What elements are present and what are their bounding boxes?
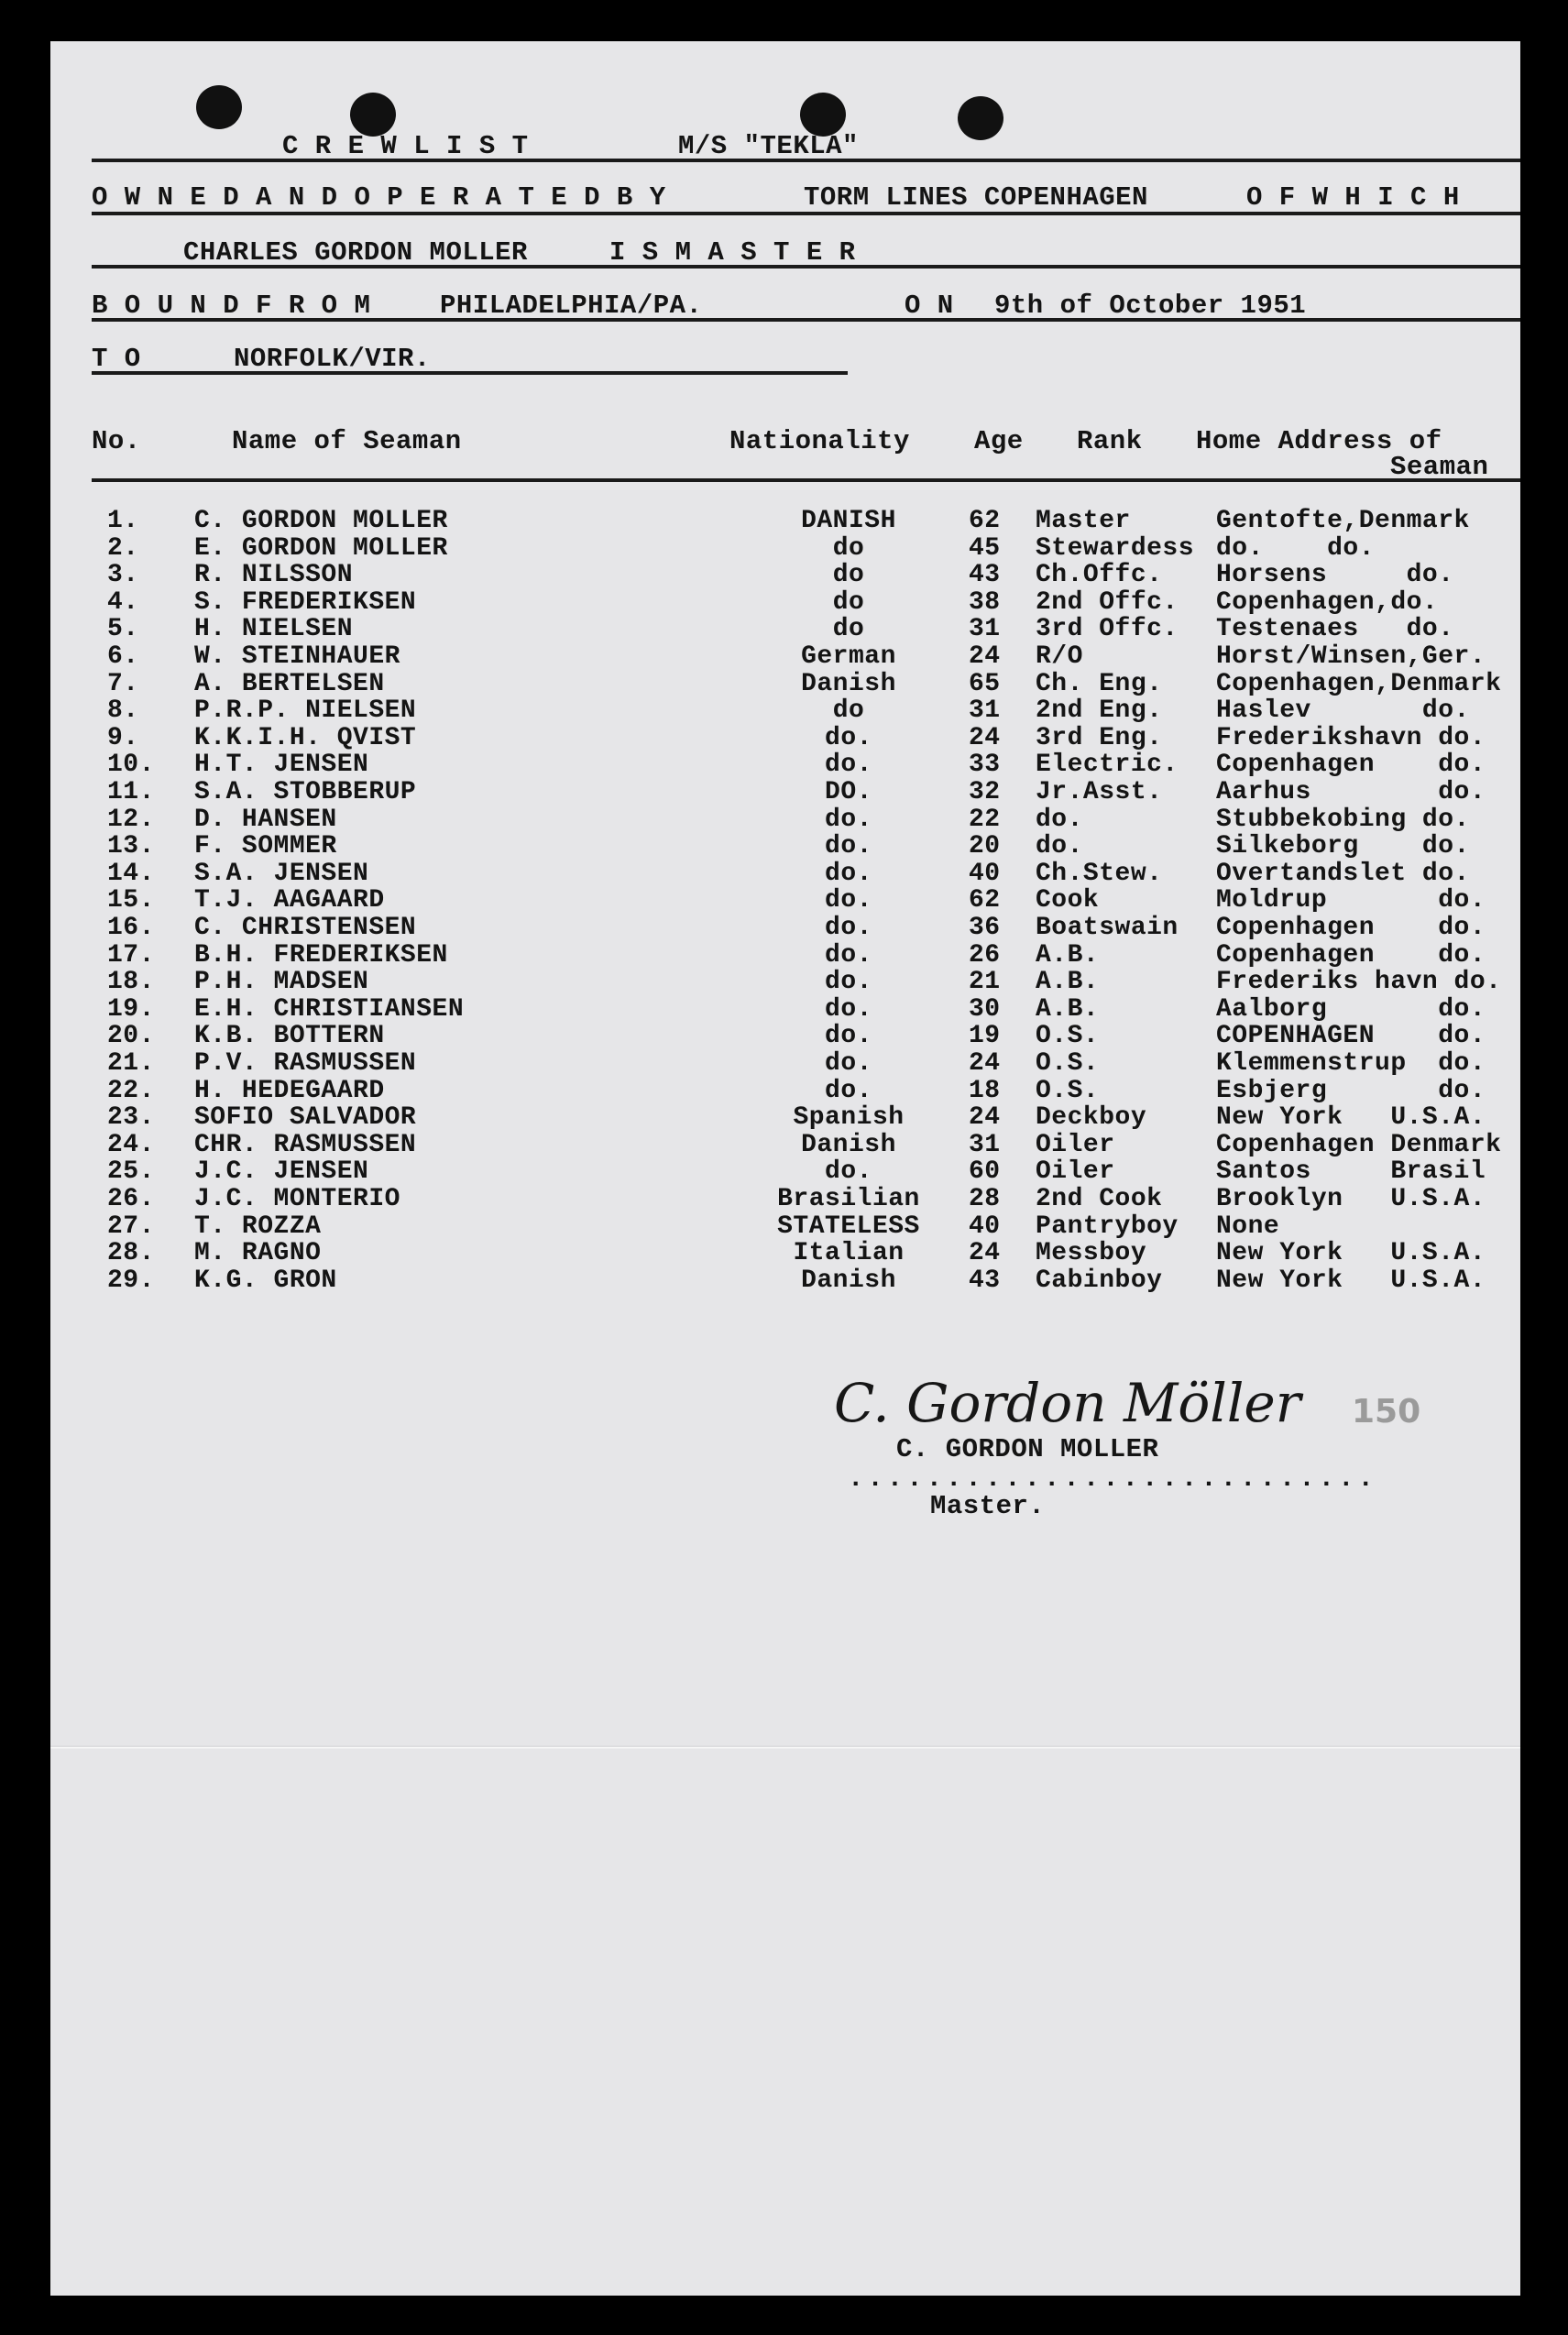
seaman-name: CHR. RASMUSSEN <box>194 1130 417 1159</box>
crew-row <box>50 860 1520 886</box>
row-number: 1. <box>107 507 139 535</box>
nationality: do. <box>825 859 872 888</box>
age: 40 <box>969 859 1001 888</box>
row-number: 9. <box>107 723 139 752</box>
home-address: Gentofte,Denmark <box>1216 507 1470 535</box>
rank: 2nd Offc. <box>1036 587 1179 617</box>
home-address: Silkeborg do. <box>1216 832 1470 861</box>
nationality: do <box>832 587 865 617</box>
crew-row <box>50 1077 1520 1103</box>
home-address: Copenhagen do. <box>1216 940 1486 970</box>
rank: Ch.Offc. <box>1036 561 1163 590</box>
row-number: 22. <box>107 1076 155 1105</box>
seaman-name: E.H. CHRISTIANSEN <box>194 994 465 1024</box>
home-address: New York U.S.A. <box>1216 1266 1486 1295</box>
row-number: 13. <box>107 832 155 861</box>
age: 40 <box>969 1211 1001 1241</box>
age: 30 <box>969 994 1001 1024</box>
crew-list-page <box>50 41 1520 2296</box>
home-address: Copenhagen,do. <box>1216 587 1439 617</box>
col-header-nationality: Nationality <box>729 426 910 456</box>
row-number: 28. <box>107 1239 155 1268</box>
col-header-home-2: Seaman <box>1390 452 1489 482</box>
crew-row <box>50 1049 1520 1076</box>
crew-row <box>50 1157 1520 1187</box>
row-number: 19. <box>107 994 155 1024</box>
seaman-name: A. BERTELSEN <box>194 669 385 698</box>
crew-row <box>50 615 1520 644</box>
col-header-age: Age <box>974 426 1024 456</box>
crew-row <box>50 1266 1520 1293</box>
underline <box>92 318 1520 322</box>
age: 31 <box>969 615 1001 644</box>
home-address: Copenhagen do. <box>1216 751 1486 780</box>
master-title: Master. <box>930 1491 1046 1521</box>
nationality: do. <box>825 886 872 915</box>
row-number: 6. <box>107 642 139 671</box>
crew-row <box>50 778 1520 805</box>
seaman-name: K.G. GRON <box>194 1266 337 1295</box>
age: 32 <box>969 778 1001 806</box>
nationality: Danish <box>801 1130 896 1159</box>
nationality: do. <box>825 1076 872 1105</box>
crew-row <box>50 995 1520 1022</box>
rank: Ch.Stew. <box>1036 859 1163 888</box>
home-address: do. do. <box>1216 533 1376 563</box>
home-address: Horst/Winsen,Ger. <box>1216 642 1486 671</box>
punch-hole <box>350 93 396 137</box>
age: 19 <box>969 1022 1001 1051</box>
crew-row <box>50 751 1520 780</box>
age: 36 <box>969 914 1001 942</box>
nationality: do <box>832 696 865 726</box>
row-number: 3. <box>107 561 139 590</box>
underline <box>92 212 1520 215</box>
seaman-name: K.B. BOTTERN <box>194 1022 385 1051</box>
nationality: do. <box>825 723 872 752</box>
nationality: do. <box>825 805 872 834</box>
col-header-rank: Rank <box>1077 426 1143 456</box>
nationality: STATELESS <box>777 1211 920 1241</box>
underline <box>92 159 1520 162</box>
home-address: COPENHAGEN do. <box>1216 1022 1486 1051</box>
rank: Cabinboy <box>1036 1266 1163 1295</box>
seaman-name: P.H. MADSEN <box>194 968 369 997</box>
row-number: 5. <box>107 615 139 644</box>
seaman-name: B.H. FREDERIKSEN <box>194 940 448 970</box>
crew-row <box>50 724 1520 751</box>
underline <box>92 265 1520 269</box>
nationality: do <box>832 561 865 590</box>
rank: Ch. Eng. <box>1036 669 1163 698</box>
rank: 3rd Eng. <box>1036 723 1163 752</box>
nationality: do. <box>825 1022 872 1051</box>
age: 31 <box>969 696 1001 726</box>
rank: A.B. <box>1036 940 1100 970</box>
age: 43 <box>969 1266 1001 1295</box>
seaman-name: SOFIO SALVADOR <box>194 1103 417 1133</box>
crew-row <box>50 534 1520 561</box>
rank: O.S. <box>1036 1049 1100 1078</box>
crew-row <box>50 1185 1520 1211</box>
header-underline <box>92 478 1520 482</box>
on-label: O N <box>905 291 954 321</box>
age: 45 <box>969 533 1001 563</box>
rank: do. <box>1036 832 1083 861</box>
row-number: 27. <box>107 1211 155 1241</box>
typed-master-name: C. GORDON MOLLER <box>896 1434 1159 1464</box>
nationality: Brasilian <box>777 1185 920 1213</box>
rank: O.S. <box>1036 1076 1100 1105</box>
underline <box>92 371 848 375</box>
nationality: do. <box>825 914 872 942</box>
row-number: 4. <box>107 587 139 617</box>
row-number: 7. <box>107 669 139 698</box>
row-number: 15. <box>107 886 155 915</box>
crew-row <box>50 914 1520 940</box>
age: 24 <box>969 1239 1001 1268</box>
row-number: 23. <box>107 1103 155 1133</box>
crew-row <box>50 696 1520 726</box>
home-address: Copenhagen Denmark <box>1216 1130 1502 1159</box>
seaman-name: D. HANSEN <box>194 805 337 834</box>
home-address: Aalborg do. <box>1216 994 1486 1024</box>
home-address: Copenhagen do. <box>1216 914 1486 942</box>
home-address: Moldrup do. <box>1216 886 1486 915</box>
row-number: 18. <box>107 968 155 997</box>
crew-row <box>50 1131 1520 1157</box>
age: 21 <box>969 968 1001 997</box>
row-number: 10. <box>107 751 155 780</box>
home-address: New York U.S.A. <box>1216 1239 1486 1268</box>
rank: R/O <box>1036 642 1083 671</box>
nationality: German <box>801 642 896 671</box>
rank: Pantryboy <box>1036 1211 1179 1241</box>
col-header-name: Name of Seaman <box>232 426 462 456</box>
seaman-name: T.J. AAGAARD <box>194 886 385 915</box>
row-number: 14. <box>107 859 155 888</box>
rank: do. <box>1036 805 1083 834</box>
to-label: T O <box>92 344 141 374</box>
age: 28 <box>969 1185 1001 1213</box>
rank: 2nd Eng. <box>1036 696 1163 726</box>
crew-row <box>50 941 1520 968</box>
seaman-name: W. STEINHAUER <box>194 642 400 671</box>
seaman-name: H. NIELSEN <box>194 615 354 644</box>
nationality: do. <box>825 751 872 780</box>
home-address: Klemmenstrup do. <box>1216 1049 1486 1078</box>
age: 24 <box>969 723 1001 752</box>
nationality: do. <box>825 832 872 861</box>
rank: 3rd Offc. <box>1036 615 1179 644</box>
row-number: 20. <box>107 1022 155 1051</box>
punch-hole <box>196 85 242 129</box>
home-address: Santos Brasil <box>1216 1157 1486 1187</box>
nationality: do. <box>825 940 872 970</box>
page-number-stamp: 150 <box>1352 1393 1421 1431</box>
master-signature: C. Gordon Möller <box>834 1372 1301 1434</box>
nationality: do. <box>825 994 872 1024</box>
seaman-name: M. RAGNO <box>194 1239 322 1268</box>
age: 33 <box>969 751 1001 780</box>
crew-row <box>50 642 1520 669</box>
master-name: CHARLES GORDON MOLLER <box>183 237 528 268</box>
seaman-name: C. CHRISTENSEN <box>194 914 417 942</box>
rank: Cook <box>1036 886 1100 915</box>
age: 31 <box>969 1130 1001 1159</box>
age: 62 <box>969 507 1001 535</box>
age: 18 <box>969 1076 1001 1105</box>
rank: 2nd Cook <box>1036 1185 1163 1213</box>
nationality: DANISH <box>801 507 896 535</box>
crew-row <box>50 806 1520 832</box>
age: 26 <box>969 940 1001 970</box>
home-address: Testenaes do. <box>1216 615 1454 644</box>
home-address: Horsens do. <box>1216 561 1454 590</box>
crew-list-title: C R E W L I S T <box>282 131 529 161</box>
crew-row <box>50 561 1520 590</box>
age: 22 <box>969 805 1001 834</box>
crew-row <box>50 886 1520 913</box>
row-number: 12. <box>107 805 155 834</box>
rank: Electric. <box>1036 751 1179 780</box>
crew-row <box>50 588 1520 615</box>
col-header-no: No. <box>92 426 141 456</box>
age: 24 <box>969 642 1001 671</box>
nationality: do. <box>825 1049 872 1078</box>
col-header-home: Home Address of <box>1196 426 1442 456</box>
crew-row <box>50 832 1520 859</box>
nationality: DO. <box>825 778 872 806</box>
crew-row <box>50 1239 1520 1266</box>
home-address: Frederiks havn do. <box>1216 968 1502 997</box>
row-number: 17. <box>107 940 155 970</box>
nationality: do <box>832 615 865 644</box>
nationality: Danish <box>801 669 896 698</box>
departure-port: PHILADELPHIA/PA. <box>440 291 703 321</box>
crew-row <box>50 1103 1520 1133</box>
rank: Oiler <box>1036 1130 1115 1159</box>
home-address: Aarhus do. <box>1216 778 1486 806</box>
nationality: Italian <box>793 1239 905 1268</box>
home-address: Copenhagen,Denmark <box>1216 669 1502 698</box>
seaman-name: C. GORDON MOLLER <box>194 507 448 535</box>
home-address: New York U.S.A. <box>1216 1103 1486 1133</box>
age: 62 <box>969 886 1001 915</box>
bound-from-label: B O U N D F R O M <box>92 291 371 321</box>
seaman-name: J.C. MONTERIO <box>194 1185 400 1213</box>
rank: A.B. <box>1036 994 1100 1024</box>
age: 43 <box>969 561 1001 590</box>
seaman-name: J.C. JENSEN <box>194 1157 369 1187</box>
age: 60 <box>969 1157 1001 1187</box>
age: 20 <box>969 832 1001 861</box>
home-address: Frederikshavn do. <box>1216 723 1486 752</box>
seaman-name: E. GORDON MOLLER <box>194 533 448 563</box>
seaman-name: P.V. RASMUSSEN <box>194 1049 417 1078</box>
crew-row <box>50 507 1520 533</box>
seaman-name: H. HEDEGAARD <box>194 1076 385 1105</box>
home-address: Haslev do. <box>1216 696 1470 726</box>
paper-fold <box>50 1746 1520 1749</box>
age: 38 <box>969 587 1001 617</box>
row-number: 29. <box>107 1266 155 1295</box>
home-address: Brooklyn U.S.A. <box>1216 1185 1486 1213</box>
rank: Boatswain <box>1036 914 1179 942</box>
seaman-name: S.A. STOBBERUP <box>194 778 417 806</box>
crew-row <box>50 1212 1520 1239</box>
age: 65 <box>969 669 1001 698</box>
signature-dotted-line: ........................... <box>848 1463 1377 1494</box>
seaman-name: S.A. JENSEN <box>194 859 369 888</box>
nationality: Spanish <box>793 1103 905 1133</box>
destination-port: NORFOLK/VIR. <box>234 344 431 374</box>
departure-date: 9th of October 1951 <box>994 291 1307 321</box>
home-address: Stubbekobing do. <box>1216 805 1470 834</box>
seaman-name: H.T. JENSEN <box>194 751 369 780</box>
crew-row <box>50 670 1520 696</box>
crew-row <box>50 968 1520 997</box>
seaman-name: F. SOMMER <box>194 832 337 861</box>
home-address: Overtandslet do. <box>1216 859 1470 888</box>
row-number: 21. <box>107 1049 155 1078</box>
rank: Oiler <box>1036 1157 1115 1187</box>
nationality: do. <box>825 1157 872 1187</box>
row-number: 24. <box>107 1130 155 1159</box>
row-number: 8. <box>107 696 139 726</box>
is-master-label: I S M A S T E R <box>609 237 856 268</box>
vessel-name: M/S "TEKLA" <box>678 131 859 161</box>
punch-hole <box>958 96 1003 140</box>
nationality: do <box>832 533 865 563</box>
owner-name: TORM LINES COPENHAGEN <box>804 182 1148 213</box>
row-number: 2. <box>107 533 139 563</box>
rank: A.B. <box>1036 968 1100 997</box>
rank: Jr.Asst. <box>1036 778 1163 806</box>
home-address: None <box>1216 1211 1280 1241</box>
owned-operated-label: O W N E D A N D O P E R A T E D B Y <box>92 182 666 213</box>
rank: Master <box>1036 507 1131 535</box>
seaman-name: P.R.P. NIELSEN <box>194 696 417 726</box>
seaman-name: R. NILSSON <box>194 561 354 590</box>
home-address: Esbjerg do. <box>1216 1076 1486 1105</box>
nationality: do. <box>825 968 872 997</box>
row-number: 16. <box>107 914 155 942</box>
rank: Stewardess <box>1036 533 1195 563</box>
crew-row <box>50 1022 1520 1051</box>
punch-hole <box>800 93 846 137</box>
row-number: 25. <box>107 1157 155 1187</box>
row-number: 26. <box>107 1185 155 1213</box>
seaman-name: T. ROZZA <box>194 1211 322 1241</box>
seaman-name: K.K.I.H. QVIST <box>194 723 417 752</box>
row-number: 11. <box>107 778 155 806</box>
rank: O.S. <box>1036 1022 1100 1051</box>
seaman-name: S. FREDERIKSEN <box>194 587 417 617</box>
age: 24 <box>969 1049 1001 1078</box>
rank: Messboy <box>1036 1239 1147 1268</box>
of-which-label: O F W H I C H <box>1246 182 1460 213</box>
nationality: Danish <box>801 1266 896 1295</box>
rank: Deckboy <box>1036 1103 1147 1133</box>
age: 24 <box>969 1103 1001 1133</box>
